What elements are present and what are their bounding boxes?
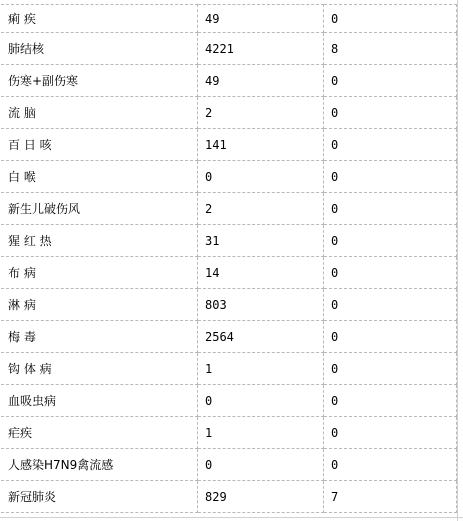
disease-name-cell: 猩 红 热 [1,225,198,257]
table-row [1,129,457,161]
case-count-cell: 4221 [198,33,324,65]
table-row [1,161,457,193]
case-count-cell: 829 [198,481,324,513]
death-count-cell: 0 [324,289,457,321]
disease-name-cell: 新冠肺炎 [1,481,198,513]
table-row [1,385,457,417]
death-count-cell: 0 [324,97,457,129]
disease-name-cell: 淋 病 [1,289,198,321]
disease-name-cell: 肺结核 [1,33,198,65]
death-count-cell: 0 [324,225,457,257]
case-count-cell: 49 [198,65,324,97]
death-count-cell: 0 [324,449,457,481]
death-count-cell: 0 [324,65,457,97]
table-row [1,65,457,97]
disease-name-cell: 疟疾 [1,417,198,449]
disease-name-cell: 布 病 [1,257,198,289]
disease-name-cell: 百 日 咳 [1,129,198,161]
table-row [1,289,457,321]
case-count-cell: 1 [198,353,324,385]
death-count-cell: 0 [324,193,457,225]
page-bottom-edge [0,517,463,518]
death-count-cell: 0 [324,385,457,417]
table-row [1,481,457,513]
case-count-cell: 31 [198,225,324,257]
death-count-cell: 0 [324,257,457,289]
death-count-cell: 0 [324,5,457,33]
case-count-cell: 0 [198,449,324,481]
death-count-cell: 7 [324,481,457,513]
table-row [1,417,457,449]
case-count-cell: 0 [198,161,324,193]
page-right-edge [457,0,458,521]
table-row [1,353,457,385]
table-body [1,5,457,513]
death-count-cell: 0 [324,161,457,193]
disease-name-cell: 痢 疾 [1,5,198,33]
death-count-cell: 0 [324,353,457,385]
case-count-cell: 2564 [198,321,324,353]
case-count-cell: 0 [198,385,324,417]
death-count-cell: 0 [324,321,457,353]
table-row [1,5,457,33]
disease-name-cell: 白 喉 [1,161,198,193]
table-row [1,321,457,353]
table-row [1,33,457,65]
disease-name-cell: 伤寒+副伤寒 [1,65,198,97]
table-row [1,193,457,225]
case-count-cell: 803 [198,289,324,321]
disease-statistics-table [0,4,457,513]
death-count-cell: 8 [324,33,457,65]
disease-name-cell: 血吸虫病 [1,385,198,417]
disease-name-cell: 钩 体 病 [1,353,198,385]
case-count-cell: 1 [198,417,324,449]
disease-name-cell: 新生儿破伤风 [1,193,198,225]
case-count-cell: 49 [198,5,324,33]
case-count-cell: 2 [198,193,324,225]
case-count-cell: 141 [198,129,324,161]
case-count-cell: 14 [198,257,324,289]
disease-name-cell: 流 脑 [1,97,198,129]
table-row [1,257,457,289]
table-row [1,225,457,257]
table-row [1,97,457,129]
death-count-cell: 0 [324,417,457,449]
disease-name-cell: 人感染H7N9禽流感 [1,449,198,481]
table-row [1,449,457,481]
disease-name-cell: 梅 毒 [1,321,198,353]
death-count-cell: 0 [324,129,457,161]
case-count-cell: 2 [198,97,324,129]
